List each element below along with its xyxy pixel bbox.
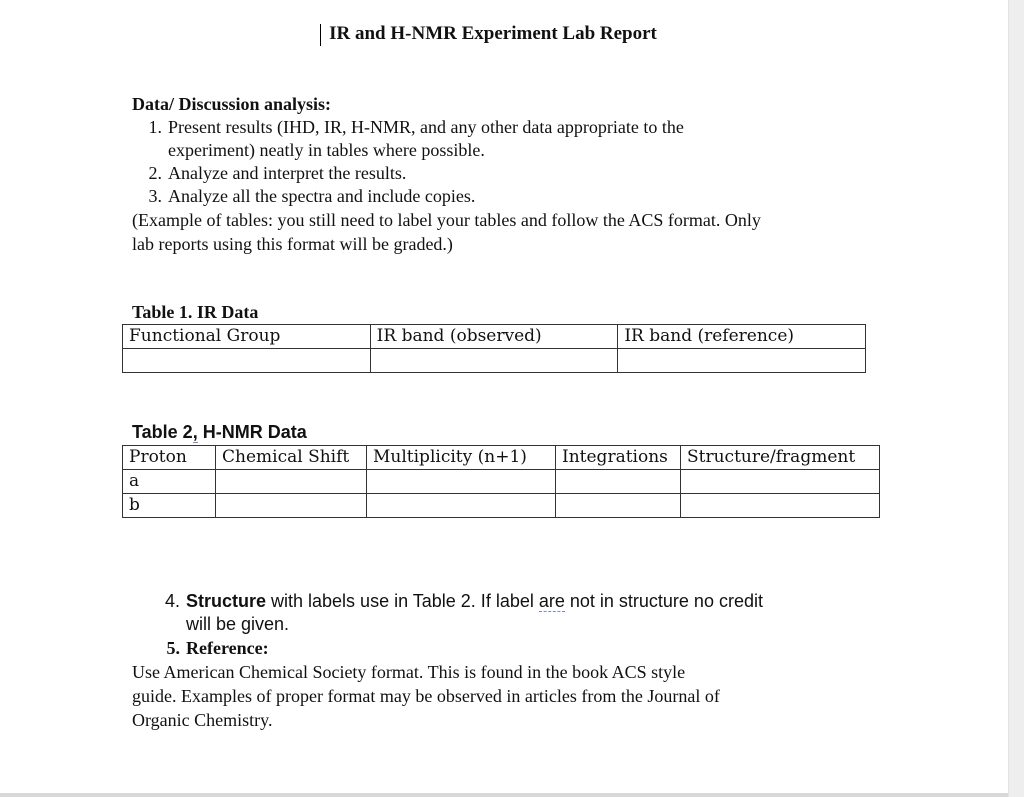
table-cell[interactable] [367, 470, 556, 494]
table-cell[interactable] [216, 494, 367, 518]
table-header-cell: Structure/fragment [681, 446, 880, 470]
table2-caption-text: H-NMR Data [197, 422, 307, 442]
table-row [123, 349, 866, 373]
table-cell[interactable] [216, 470, 367, 494]
list-text-line: will be given. [186, 614, 290, 634]
table2-caption-label: Table 2 [132, 422, 193, 442]
table-cell[interactable] [681, 494, 880, 518]
table-cell[interactable]: a [123, 470, 216, 494]
table-cell[interactable] [556, 470, 681, 494]
ir-data-table [122, 324, 866, 373]
list-text-line: Analyze and interpret the results. [168, 163, 407, 183]
table-header-row [123, 325, 866, 349]
table-header-cell: IR band (reference) [618, 325, 866, 349]
table-header-cell: Proton [123, 446, 216, 470]
table1-caption: Table 1. IR Data [132, 302, 259, 322]
grammar-flag-text: are [538, 591, 565, 611]
list-number: 1. [148, 117, 162, 137]
example-note-line: lab reports using this format will be graded.) [132, 234, 453, 254]
list-item-5 [156, 637, 856, 660]
list-item-1 [138, 116, 838, 162]
list-text-line [186, 590, 763, 613]
table-header-cell: Functional Group [123, 325, 371, 349]
example-note-line: (Example of tables: you still need to label your tables and follow the ACS format. Only [132, 210, 761, 230]
table-row [123, 470, 880, 494]
table-cell[interactable] [370, 349, 618, 373]
reference-line: Organic Chemistry. [132, 710, 273, 730]
list-text-line: experiment) neatly in tables where possible. [168, 140, 485, 160]
list-text-line: Analyze all the spectra and include copies. [168, 186, 476, 206]
list-item-3 [138, 185, 838, 208]
table-cell[interactable] [367, 494, 556, 518]
list-number: 3. [148, 186, 162, 206]
section-heading: Data/ Discussion analysis: [132, 94, 332, 114]
list-text: with labels use in Table 2. If label [266, 591, 539, 611]
table-header-cell: IR band (observed) [370, 325, 618, 349]
vertical-scrollbar[interactable] [1008, 0, 1024, 797]
table-cell[interactable] [556, 494, 681, 518]
table2-caption [132, 422, 307, 443]
table-header-cell: Chemical Shift [216, 446, 367, 470]
table-cell[interactable] [681, 470, 880, 494]
list-text: Reference: [186, 638, 269, 658]
list-number: 2. [148, 163, 162, 183]
list-text: not in structure no credit [564, 591, 763, 611]
list-number: 4. [164, 591, 180, 611]
table-cell[interactable] [123, 349, 371, 373]
reference-line: Use American Chemical Society format. This is found in the book ACS style [132, 662, 686, 682]
table-header-cell: Integrations [556, 446, 681, 470]
table-header-cell: Multiplicity (n+1) [367, 446, 556, 470]
bold-text: Structure [186, 591, 267, 611]
hnmr-data-table [122, 445, 880, 518]
list-number: 5. [166, 638, 180, 658]
table-header-row [123, 446, 880, 470]
table-cell[interactable] [618, 349, 866, 373]
list-item-4 [156, 590, 856, 636]
reference-line: guide. Examples of proper format may be observed in articles from the Journal of [132, 686, 720, 706]
list-item-2 [138, 162, 838, 185]
list-text-line: Present results (IHD, IR, H-NMR, and any other data appropriate to the [168, 117, 684, 137]
table2-caption-comma: , [192, 422, 198, 442]
page-title: IR and H-NMR Experiment Lab Report [329, 23, 657, 44]
horizontal-scrollbar[interactable] [0, 793, 1008, 797]
table-row [123, 494, 880, 518]
table-cell[interactable]: b [123, 494, 216, 518]
